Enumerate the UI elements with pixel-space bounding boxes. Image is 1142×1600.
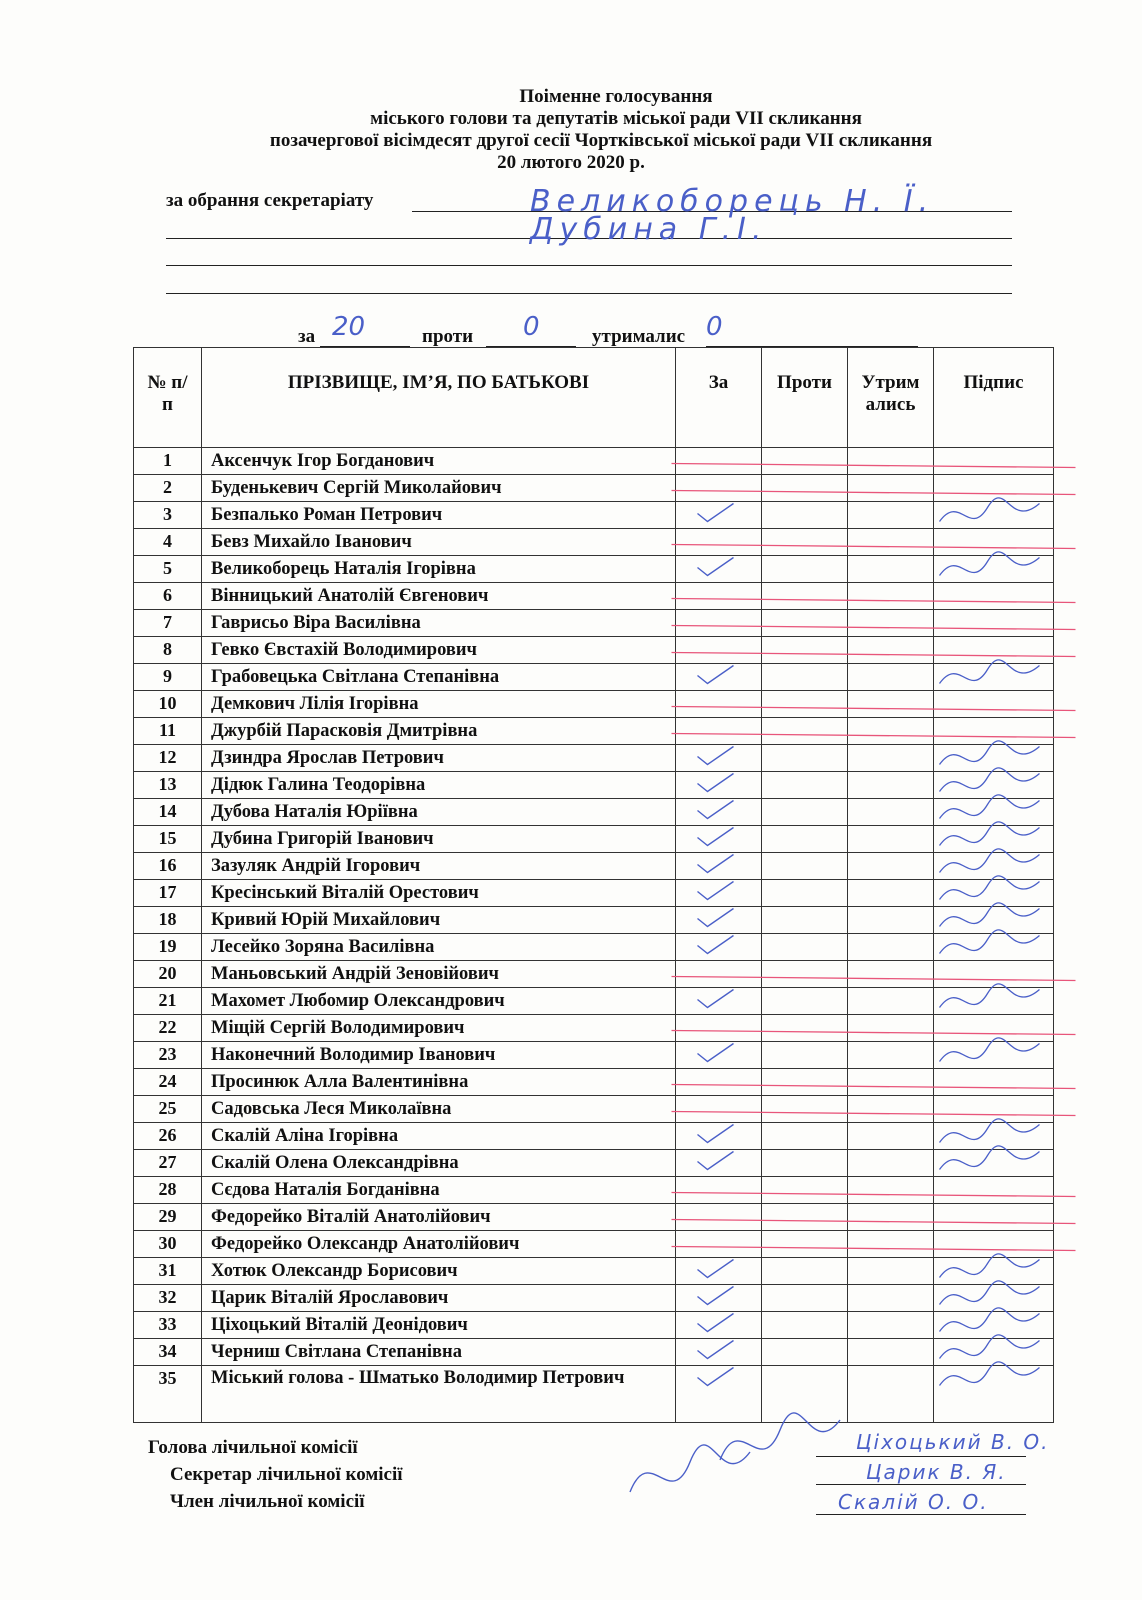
commission-secretary-name: Царик В. Я. (866, 1460, 1007, 1484)
table-row (134, 1204, 1054, 1231)
title-line-3: позачергової вісімдесят другої сесії Чортківської міської ради VII скликання (269, 130, 933, 151)
table-row (134, 1258, 1054, 1285)
table-row (134, 1339, 1054, 1366)
row-number: 14 (134, 799, 202, 826)
row-for-cell (676, 1042, 762, 1069)
table-row (134, 799, 1054, 826)
row-name: Безпалько Роман Петрович (202, 502, 676, 529)
header-abstained (848, 348, 934, 448)
row-number: 7 (134, 610, 202, 637)
row-for-cell (676, 475, 762, 502)
roll-call-table (133, 347, 1054, 1423)
row-abstained-cell (848, 664, 934, 691)
row-against-cell (762, 1150, 848, 1177)
row-against-cell (762, 1231, 848, 1258)
row-signature-cell (934, 637, 1054, 664)
row-for-cell (676, 1015, 762, 1042)
row-abstained-cell (848, 1069, 934, 1096)
row-signature-cell (934, 1258, 1054, 1285)
table-row (134, 610, 1054, 637)
header-number (134, 348, 202, 448)
document-header (0, 86, 1142, 174)
row-name: Бевз Михайло Іванович (202, 529, 676, 556)
underline (166, 293, 1012, 294)
row-signature-cell (934, 610, 1054, 637)
row-name: Міщій Сергій Володимирович (202, 1015, 676, 1042)
row-name: Маньовський Андрій Зеновійович (202, 961, 676, 988)
row-abstained-cell (848, 1312, 934, 1339)
row-against-cell (762, 583, 848, 610)
table-row (134, 1042, 1054, 1069)
row-for-cell (676, 664, 762, 691)
header-against-label: Проти (777, 372, 832, 393)
title-line-2: міського голови та депутатів міської ради VII скликання (370, 108, 862, 129)
row-against-cell (762, 1123, 848, 1150)
row-signature-cell (934, 583, 1054, 610)
table-row (134, 772, 1054, 799)
row-signature-cell (934, 1096, 1054, 1123)
table-row (134, 1312, 1054, 1339)
row-abstained-cell (848, 556, 934, 583)
table-row (134, 475, 1054, 502)
header-name-label: ПРІЗВИЩЕ, ІМ’Я, ПО БАТЬКОВІ (287, 372, 590, 393)
row-abstained-cell (848, 907, 934, 934)
row-signature-cell (934, 853, 1054, 880)
underline (816, 1484, 1026, 1485)
row-abstained-cell (848, 853, 934, 880)
table-row (134, 1150, 1054, 1177)
row-signature-cell (934, 1285, 1054, 1312)
row-name: Вінницький Анатолій Євгенович (202, 583, 676, 610)
row-against-cell (762, 826, 848, 853)
header-number-label: № п/п (147, 372, 188, 415)
row-against-cell (762, 1258, 848, 1285)
row-number: 15 (134, 826, 202, 853)
row-against-cell (762, 637, 848, 664)
row-for-cell (676, 907, 762, 934)
row-signature-cell (934, 1339, 1054, 1366)
row-for-cell (676, 529, 762, 556)
row-for-cell (676, 772, 762, 799)
row-name: Скалій Аліна Ігорівна (202, 1123, 676, 1150)
row-number: 23 (134, 1042, 202, 1069)
row-name: Федорейко Олександр Анатолійович (202, 1231, 676, 1258)
row-for-cell (676, 718, 762, 745)
row-abstained-cell (848, 1258, 934, 1285)
row-abstained-cell (848, 529, 934, 556)
row-against-cell (762, 745, 848, 772)
header-signature-label: Підпис (963, 372, 1024, 393)
row-against-cell (762, 961, 848, 988)
row-for-cell (676, 880, 762, 907)
row-abstained-cell (848, 1285, 934, 1312)
title-line-1: Поіменне голосування (519, 86, 713, 107)
handwritten-secretary-1: Великоборець Н. Ї. (530, 184, 935, 219)
row-for-cell (676, 556, 762, 583)
row-for-cell (676, 988, 762, 1015)
row-for-cell (676, 1069, 762, 1096)
row-for-cell (676, 1096, 762, 1123)
table-row (134, 1285, 1054, 1312)
commission-block (148, 1434, 403, 1515)
row-against-cell (762, 1042, 848, 1069)
row-number: 5 (134, 556, 202, 583)
row-abstained-cell (848, 1123, 934, 1150)
row-number: 16 (134, 853, 202, 880)
row-name: Лесейко Зоряна Василівна (202, 934, 676, 961)
row-against-cell (762, 1285, 848, 1312)
row-against-cell (762, 799, 848, 826)
row-abstained-cell (848, 637, 934, 664)
row-name: Наконечний Володимир Іванович (202, 1042, 676, 1069)
row-number: 30 (134, 1231, 202, 1258)
row-signature-cell (934, 745, 1054, 772)
underline (816, 1514, 1026, 1515)
row-against-cell (762, 664, 848, 691)
row-abstained-cell (848, 1042, 934, 1069)
row-for-cell (676, 1204, 762, 1231)
table-row (134, 1231, 1054, 1258)
row-signature-cell (934, 448, 1054, 475)
row-name: Зазуляк Андрій Ігорович (202, 853, 676, 880)
row-for-cell (676, 826, 762, 853)
row-number: 25 (134, 1096, 202, 1123)
row-number: 10 (134, 691, 202, 718)
row-against-cell (762, 1069, 848, 1096)
row-signature-cell (934, 1069, 1054, 1096)
row-for-cell (676, 1285, 762, 1312)
secretariat-label: за обрання секретаріату (166, 190, 374, 211)
table-row (134, 1123, 1054, 1150)
tally-abstained-label: утрималис (592, 326, 686, 347)
table-row (134, 745, 1054, 772)
row-for-cell (676, 1177, 762, 1204)
row-name: Буденькевич Сергій Миколайович (202, 475, 676, 502)
row-name: Царик Віталій Ярославович (202, 1285, 676, 1312)
table-row (134, 448, 1054, 475)
table-row (134, 1015, 1054, 1042)
row-number: 13 (134, 772, 202, 799)
row-against-cell (762, 475, 848, 502)
row-number: 19 (134, 934, 202, 961)
row-signature-cell (934, 772, 1054, 799)
row-against-cell (762, 772, 848, 799)
row-number: 8 (134, 637, 202, 664)
row-signature-cell (934, 1015, 1054, 1042)
row-against-cell (762, 691, 848, 718)
title-date: 20 лютого 2020 р. (497, 152, 645, 173)
row-abstained-cell (848, 583, 934, 610)
commission-chair-label: Голова лічильної комісії (148, 1437, 358, 1458)
row-against-cell (762, 1015, 848, 1042)
header-name (202, 348, 676, 448)
row-for-cell (676, 799, 762, 826)
row-abstained-cell (848, 610, 934, 637)
row-for-cell (676, 1312, 762, 1339)
header-signature (934, 348, 1054, 448)
row-against-cell (762, 1312, 848, 1339)
row-abstained-cell (848, 961, 934, 988)
row-name: Хотюк Олександр Борисович (202, 1258, 676, 1285)
row-signature-cell (934, 529, 1054, 556)
row-abstained-cell (848, 1339, 934, 1366)
row-against-cell (762, 1177, 848, 1204)
row-signature-cell (934, 1231, 1054, 1258)
underline (166, 265, 1012, 266)
tally-against-label: проти (422, 326, 474, 347)
row-number: 27 (134, 1150, 202, 1177)
row-signature-cell (934, 691, 1054, 718)
row-number: 28 (134, 1177, 202, 1204)
row-number: 9 (134, 664, 202, 691)
row-name: Просинюк Алла Валентинівна (202, 1069, 676, 1096)
tally-abstained-value: 0 (706, 312, 723, 342)
row-name: Кресінський Віталій Орестович (202, 880, 676, 907)
row-number: 4 (134, 529, 202, 556)
row-against-cell (762, 529, 848, 556)
row-against-cell (762, 610, 848, 637)
row-name: Гевко Євстахій Володимирович (202, 637, 676, 664)
row-abstained-cell (848, 691, 934, 718)
table-row (134, 502, 1054, 529)
row-for-cell (676, 583, 762, 610)
row-number: 35 (134, 1366, 202, 1423)
row-abstained-cell (848, 772, 934, 799)
row-against-cell (762, 1204, 848, 1231)
row-signature-cell (934, 1366, 1054, 1423)
row-for-cell (676, 961, 762, 988)
row-name: Черниш Світлана Степанівна (202, 1339, 676, 1366)
row-number: 29 (134, 1204, 202, 1231)
row-abstained-cell (848, 1015, 934, 1042)
table-row (134, 853, 1054, 880)
row-number: 12 (134, 745, 202, 772)
row-name: Дубова Наталія Юріївна (202, 799, 676, 826)
table-row (134, 1096, 1054, 1123)
row-for-cell (676, 853, 762, 880)
commission-chair-name: Ціхоцький В. О. (856, 1430, 1050, 1454)
header-for-label: За (708, 372, 729, 393)
handwritten-secretary-2: Дубина Г.І. (530, 212, 768, 247)
row-signature-cell (934, 475, 1054, 502)
row-signature-cell (934, 961, 1054, 988)
row-signature-cell (934, 934, 1054, 961)
row-abstained-cell (848, 1150, 934, 1177)
header-against (762, 348, 848, 448)
row-signature-cell (934, 1177, 1054, 1204)
row-against-cell (762, 556, 848, 583)
row-signature-cell (934, 1150, 1054, 1177)
row-signature-cell (934, 1042, 1054, 1069)
row-abstained-cell (848, 880, 934, 907)
row-signature-cell (934, 556, 1054, 583)
row-number: 3 (134, 502, 202, 529)
row-number: 34 (134, 1339, 202, 1366)
row-name: Дзиндра Ярослав Петрович (202, 745, 676, 772)
row-name: Ціхоцький Віталій Деонідович (202, 1312, 676, 1339)
row-signature-cell (934, 1204, 1054, 1231)
row-name: Джурбій Парасковія Дмитрівна (202, 718, 676, 745)
row-against-cell (762, 934, 848, 961)
row-abstained-cell (848, 745, 934, 772)
row-against-cell (762, 1339, 848, 1366)
row-signature-cell (934, 502, 1054, 529)
row-number: 11 (134, 718, 202, 745)
row-name: Гаврисьо Віра Василівна (202, 610, 676, 637)
row-abstained-cell (848, 1096, 934, 1123)
row-name: Дубина Григорій Іванович (202, 826, 676, 853)
table-row (134, 556, 1054, 583)
row-against-cell (762, 718, 848, 745)
commission-member-label: Член лічильної комісії (170, 1491, 365, 1512)
row-against-cell (762, 907, 848, 934)
table-row (134, 880, 1054, 907)
row-abstained-cell (848, 1204, 934, 1231)
row-number: 20 (134, 961, 202, 988)
row-abstained-cell (848, 826, 934, 853)
row-against-cell (762, 1366, 848, 1423)
table-row (134, 826, 1054, 853)
table-row (134, 664, 1054, 691)
table-row (134, 583, 1054, 610)
row-for-cell (676, 691, 762, 718)
row-against-cell (762, 1096, 848, 1123)
row-abstained-cell (848, 799, 934, 826)
row-name: Великоборець Наталія Ігорівна (202, 556, 676, 583)
row-number: 18 (134, 907, 202, 934)
row-abstained-cell (848, 1177, 934, 1204)
row-for-cell (676, 1123, 762, 1150)
underline (816, 1456, 1026, 1457)
row-number: 33 (134, 1312, 202, 1339)
row-number: 32 (134, 1285, 202, 1312)
header-for (676, 348, 762, 448)
row-against-cell (762, 502, 848, 529)
commission-secretary-label: Секретар лічильної комісії (170, 1464, 403, 1485)
row-abstained-cell (848, 934, 934, 961)
table-row (134, 529, 1054, 556)
row-for-cell (676, 1258, 762, 1285)
row-signature-cell (934, 1123, 1054, 1150)
commission-member-name: Скалій О. О. (838, 1490, 989, 1514)
table-row (134, 907, 1054, 934)
table-row (134, 988, 1054, 1015)
row-for-cell (676, 745, 762, 772)
row-for-cell (676, 1366, 762, 1423)
row-number: 22 (134, 1015, 202, 1042)
row-for-cell (676, 502, 762, 529)
row-number: 24 (134, 1069, 202, 1096)
row-number: 2 (134, 475, 202, 502)
row-against-cell (762, 853, 848, 880)
row-for-cell (676, 1150, 762, 1177)
row-against-cell (762, 988, 848, 1015)
row-name: Садовська Леся Миколаївна (202, 1096, 676, 1123)
row-name: Аксенчук Ігор Богданович (202, 448, 676, 475)
tally-for-value: 20 (332, 312, 366, 342)
row-abstained-cell (848, 988, 934, 1015)
row-number: 1 (134, 448, 202, 475)
commission-signature-scribble (630, 1445, 750, 1492)
row-signature-cell (934, 880, 1054, 907)
table-row (134, 1069, 1054, 1096)
table-row (134, 1366, 1054, 1423)
row-signature-cell (934, 664, 1054, 691)
row-name: Скалій Олена Олександрівна (202, 1150, 676, 1177)
row-for-cell (676, 1339, 762, 1366)
row-number: 21 (134, 988, 202, 1015)
row-abstained-cell (848, 502, 934, 529)
row-abstained-cell (848, 475, 934, 502)
row-abstained-cell (848, 448, 934, 475)
row-signature-cell (934, 718, 1054, 745)
row-signature-cell (934, 826, 1054, 853)
row-number: 31 (134, 1258, 202, 1285)
roll-call-body (134, 448, 1054, 1423)
tally-for-label: за (298, 326, 316, 347)
row-for-cell (676, 637, 762, 664)
row-signature-cell (934, 1312, 1054, 1339)
row-name: Сєдова Наталія Богданівна (202, 1177, 676, 1204)
table-row (134, 934, 1054, 961)
row-against-cell (762, 448, 848, 475)
row-abstained-cell (848, 1231, 934, 1258)
header-abstained-label: Утримались (861, 372, 920, 415)
table-row (134, 718, 1054, 745)
row-for-cell (676, 610, 762, 637)
row-name: Дідюк Галина Теодорівна (202, 772, 676, 799)
row-name: Демкович Лілія Ігорівна (202, 691, 676, 718)
row-signature-cell (934, 799, 1054, 826)
row-against-cell (762, 880, 848, 907)
row-name: Міський голова - Шматько Володимир Петрович (202, 1366, 676, 1423)
row-number: 17 (134, 880, 202, 907)
row-for-cell (676, 1231, 762, 1258)
row-abstained-cell (848, 718, 934, 745)
row-for-cell (676, 448, 762, 475)
row-for-cell (676, 934, 762, 961)
row-name: Грабовецька Світлана Степанівна (202, 664, 676, 691)
tally-against-value: 0 (523, 312, 540, 342)
table-row (134, 637, 1054, 664)
table-row (134, 961, 1054, 988)
table-row (134, 691, 1054, 718)
row-abstained-cell (848, 1366, 934, 1423)
row-number: 6 (134, 583, 202, 610)
row-signature-cell (934, 988, 1054, 1015)
row-name: Кривий Юрій Михайлович (202, 907, 676, 934)
row-name: Федорейко Віталій Анатолійович (202, 1204, 676, 1231)
row-signature-cell (934, 907, 1054, 934)
row-name: Махомет Любомир Олександрович (202, 988, 676, 1015)
row-number: 26 (134, 1123, 202, 1150)
table-row (134, 1177, 1054, 1204)
